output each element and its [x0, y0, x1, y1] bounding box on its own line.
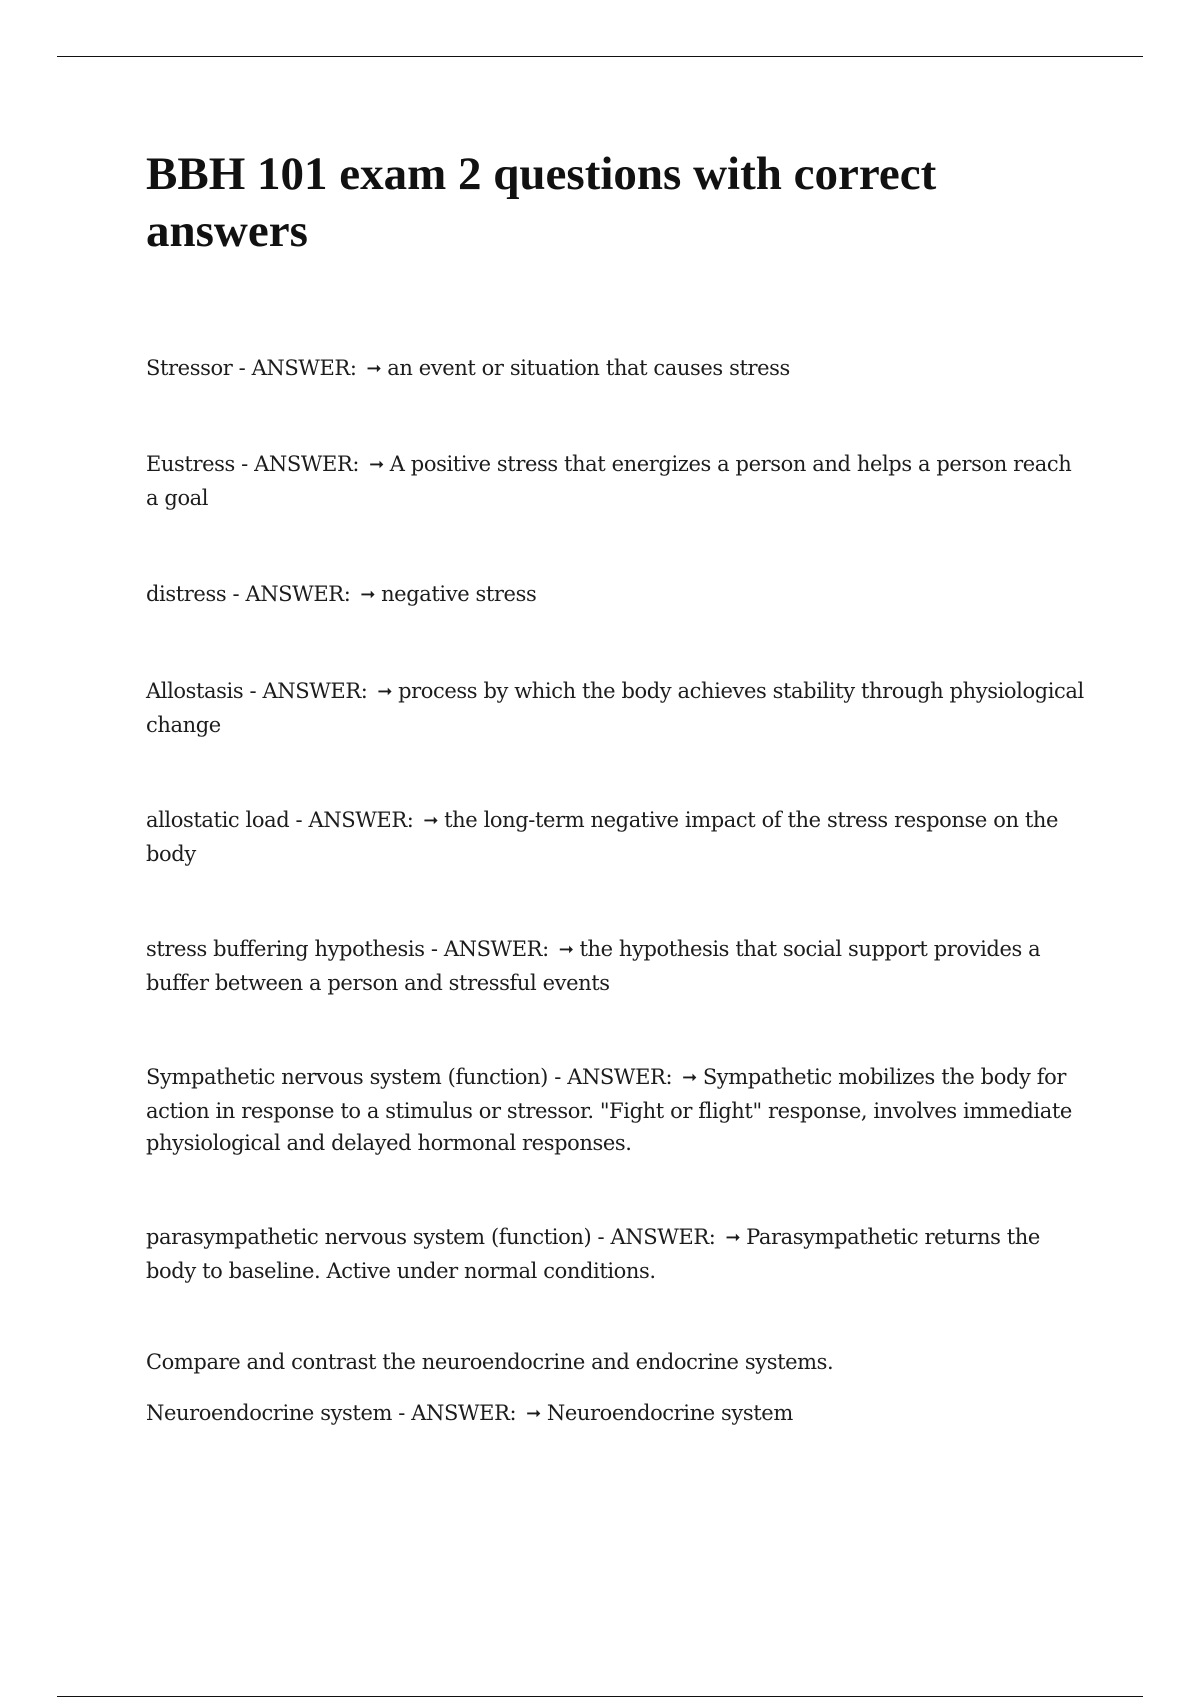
- qa-entry: [146, 933, 1086, 999]
- qa-answer: process by which the body achieves stability through physiological change: [146, 679, 1084, 737]
- qa-entry: [146, 675, 1086, 741]
- arrow-icon: ➞: [526, 1403, 541, 1424]
- arrow-icon: ➞: [558, 939, 574, 960]
- arrow-icon: ➞: [682, 1067, 697, 1088]
- qa-answer: Neuroendocrine system: [546, 1401, 793, 1425]
- qa-term: distress - ANSWER:: [146, 582, 351, 606]
- qa-term: stress buffering hypothesis - ANSWER:: [146, 937, 549, 961]
- qa-answer: Sympathetic mobilizes the body for action in response to a stimulus or stressor. "Fight or flight" response, involves immediate physiological and delayed hormonal responses.: [146, 1065, 1072, 1155]
- qa-term: Allostasis - ANSWER:: [146, 679, 368, 703]
- qa-answer: the long-term negative impact of the stress response on the body: [146, 808, 1059, 866]
- arrow-icon: ➞: [369, 454, 384, 475]
- qa-entry: [146, 804, 1086, 870]
- qa-entry: [146, 448, 1086, 514]
- qa-term: Sympathetic nervous system (function) - ANSWER:: [146, 1065, 673, 1089]
- top-rule: [57, 56, 1143, 57]
- arrow-icon: ➞: [423, 810, 439, 831]
- qa-term: Neuroendocrine system - ANSWER:: [146, 1401, 517, 1425]
- qa-entry: [146, 1397, 1086, 1431]
- compare-prompt: Compare and contrast the neuroendocrine and endocrine systems.: [146, 1350, 834, 1374]
- qa-entry: [146, 1221, 1086, 1287]
- qa-entry: [146, 578, 1086, 612]
- arrow-icon: ➞: [360, 584, 376, 605]
- qa-answer: the hypothesis that social support provides a buffer between a person and stressful events: [146, 937, 1041, 995]
- qa-entry: [146, 352, 1086, 386]
- qa-answer: an event or situation that causes stress: [387, 356, 790, 380]
- arrow-icon: ➞: [366, 358, 382, 379]
- arrow-icon: ➞: [725, 1227, 741, 1248]
- qa-term: allostatic load - ANSWER:: [146, 808, 414, 832]
- qa-answer: Parasympathetic returns the body to baseline. Active under normal conditions.: [146, 1225, 1040, 1283]
- qa-entry: [146, 1061, 1086, 1159]
- bottom-rule: [57, 1696, 1143, 1697]
- qa-term: Eustress - ANSWER:: [146, 452, 360, 476]
- arrow-icon: ➞: [377, 681, 393, 702]
- document-title: BBH 101 exam 2 questions with correct answers: [146, 148, 937, 257]
- qa-term: Stressor - ANSWER:: [146, 356, 357, 380]
- qa-answer: negative stress: [381, 582, 537, 606]
- qa-term: parasympathetic nervous system (function) - ANSWER:: [146, 1225, 716, 1249]
- qa-answer: A positive stress that energizes a person and helps a person reach a goal: [146, 452, 1072, 510]
